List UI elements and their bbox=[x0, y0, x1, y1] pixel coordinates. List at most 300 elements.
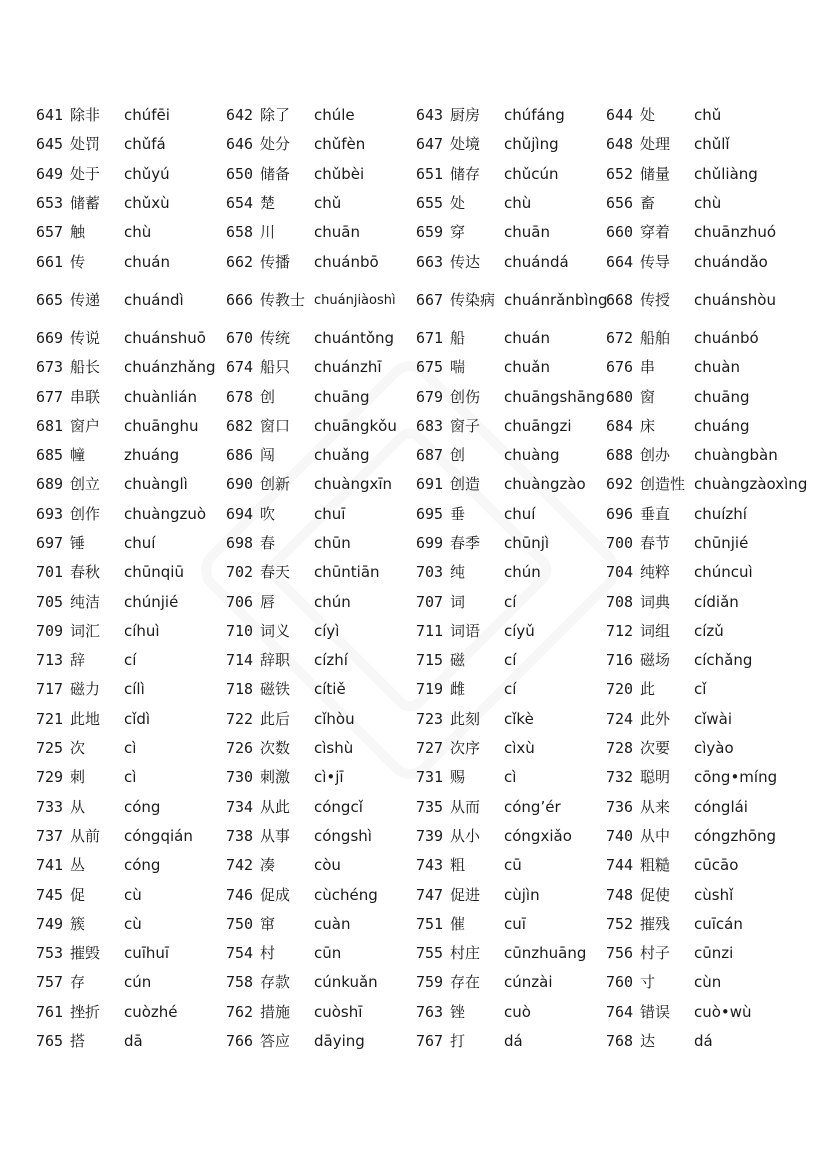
entry-pinyin: cíhuì bbox=[124, 621, 160, 640]
entry-number: 747 bbox=[416, 885, 444, 904]
entry-pinyin: cízǔ bbox=[694, 621, 724, 640]
entry-pinyin: chù bbox=[504, 194, 532, 213]
entry-pinyin: chǔ bbox=[314, 194, 342, 213]
entry-pinyin: chǔliàng bbox=[694, 164, 758, 183]
entry-number: 745 bbox=[36, 885, 64, 904]
entry-word: 次要 bbox=[640, 739, 671, 758]
entry-pinyin: chúfēi bbox=[124, 106, 170, 125]
entry-pinyin: chúle bbox=[314, 106, 355, 125]
entry-word: 创 bbox=[260, 387, 276, 406]
entry-pinyin: chuànlián bbox=[124, 387, 197, 406]
entry-word: 词典 bbox=[640, 592, 671, 611]
entry-word: 幢 bbox=[70, 446, 86, 465]
vocab-row bbox=[36, 277, 796, 324]
entry-word: 春节 bbox=[640, 534, 671, 552]
entry-pinyin: chuánjiàoshì bbox=[314, 292, 396, 308]
vocab-row bbox=[36, 763, 796, 792]
entry-number: 673 bbox=[36, 358, 64, 377]
entry-pinyin: chuàng bbox=[504, 446, 560, 465]
entry-number: 706 bbox=[226, 592, 254, 611]
entry-word: 船长 bbox=[70, 358, 101, 377]
entry-pinyin: cúnkuǎn bbox=[314, 973, 378, 992]
entry-word: 此后 bbox=[260, 709, 291, 728]
entry-pinyin: cílì bbox=[124, 680, 145, 699]
entry-pinyin: cuī bbox=[504, 914, 526, 933]
entry-number: 648 bbox=[606, 135, 634, 154]
entry-pinyin: chuándǎo bbox=[694, 252, 768, 271]
entry-word: 畜 bbox=[640, 194, 656, 213]
entry-word: 传导 bbox=[640, 252, 671, 271]
entry-word: 次 bbox=[70, 739, 86, 758]
entry-pinyin: cídiǎn bbox=[694, 592, 739, 611]
vocab-row bbox=[36, 218, 796, 247]
entry-word: 传 bbox=[70, 252, 86, 271]
entry-pinyin: cóngshì bbox=[314, 826, 372, 845]
entry-word: 搭 bbox=[70, 1032, 86, 1051]
entry-pinyin: cóngcǐ bbox=[314, 797, 363, 816]
entry-number: 739 bbox=[416, 826, 444, 845]
vocab-row bbox=[36, 822, 796, 851]
entry-number: 737 bbox=[36, 826, 64, 845]
entry-number: 698 bbox=[226, 534, 254, 552]
entry-pinyin: chuān bbox=[314, 223, 360, 242]
entry-word: 楚 bbox=[260, 194, 276, 213]
entry-number: 705 bbox=[36, 592, 64, 611]
entry-pinyin: chǔlǐ bbox=[694, 135, 730, 154]
entry-word: 从前 bbox=[70, 826, 101, 845]
entry-number: 654 bbox=[226, 194, 254, 213]
entry-number: 702 bbox=[226, 563, 254, 582]
entry-word: 传授 bbox=[640, 290, 671, 309]
entry-number: 742 bbox=[226, 856, 254, 875]
entry-word: 创 bbox=[450, 446, 466, 465]
entry-pinyin: chūn bbox=[314, 534, 351, 552]
entry-pinyin: dá bbox=[504, 1032, 523, 1051]
entry-pinyin: chúfáng bbox=[504, 106, 565, 125]
entry-pinyin: cìshù bbox=[314, 739, 354, 758]
entry-number: 681 bbox=[36, 416, 64, 435]
entry-word: 川 bbox=[260, 223, 276, 242]
entry-pinyin: chuántǒng bbox=[314, 328, 395, 347]
entry-pinyin: cóngxiǎo bbox=[504, 826, 572, 845]
entry-number: 729 bbox=[36, 768, 64, 787]
entry-word: 处理 bbox=[640, 135, 671, 154]
entry-number: 670 bbox=[226, 328, 254, 347]
entry-number: 686 bbox=[226, 446, 254, 465]
entry-number: 722 bbox=[226, 709, 254, 728]
vocab-row bbox=[36, 247, 796, 276]
entry-word: 词 bbox=[450, 592, 466, 611]
entry-number: 764 bbox=[606, 1002, 634, 1021]
entry-pinyin: chuán bbox=[124, 252, 170, 271]
entry-pinyin: cún bbox=[124, 973, 152, 992]
entry-number: 682 bbox=[226, 416, 254, 435]
entry-word: 此外 bbox=[640, 709, 671, 728]
entry-number: 766 bbox=[226, 1032, 254, 1051]
entry-pinyin: cuàn bbox=[314, 914, 351, 933]
entry-word: 除了 bbox=[260, 106, 291, 125]
entry-pinyin: chù bbox=[694, 194, 722, 213]
entry-word: 词组 bbox=[640, 621, 671, 640]
entry-pinyin: cízhí bbox=[314, 651, 348, 670]
entry-pinyin: cūcāo bbox=[694, 856, 739, 875]
entry-number: 718 bbox=[226, 680, 254, 699]
entry-pinyin: cuò•wù bbox=[694, 1002, 752, 1021]
vocab-row bbox=[36, 529, 796, 558]
entry-word: 床 bbox=[640, 416, 656, 435]
entry-word: 吹 bbox=[260, 504, 276, 523]
vocab-row bbox=[36, 160, 796, 189]
vocab-row bbox=[36, 587, 796, 616]
entry-word: 传教士 bbox=[260, 290, 306, 309]
entry-word: 处 bbox=[640, 106, 656, 125]
entry-number: 715 bbox=[416, 651, 444, 670]
vocab-row bbox=[36, 880, 796, 909]
entry-pinyin: chuánrǎnbìng bbox=[504, 290, 608, 309]
entry-number: 759 bbox=[416, 973, 444, 992]
entry-pinyin: cíyǔ bbox=[504, 621, 535, 640]
entry-pinyin: chūnqiū bbox=[124, 563, 184, 582]
entry-pinyin: chūnjì bbox=[504, 534, 550, 552]
entry-pinyin: chuǎn bbox=[504, 358, 550, 377]
vocab-row bbox=[36, 851, 796, 880]
vocab-row bbox=[36, 793, 796, 822]
entry-pinyin: chuí bbox=[124, 534, 156, 552]
entry-number: 660 bbox=[606, 223, 634, 242]
entry-pinyin: cìxù bbox=[504, 739, 535, 758]
entry-number: 646 bbox=[226, 135, 254, 154]
entry-number: 669 bbox=[36, 328, 64, 347]
entry-number: 653 bbox=[36, 194, 64, 213]
entry-pinyin: chuánzhī bbox=[314, 358, 382, 377]
entry-number: 663 bbox=[416, 252, 444, 271]
entry-pinyin: cùjìn bbox=[504, 885, 540, 904]
entry-number: 658 bbox=[226, 223, 254, 242]
entry-number: 760 bbox=[606, 973, 634, 992]
entry-pinyin: chuàngzuò bbox=[124, 504, 207, 523]
entry-number: 656 bbox=[606, 194, 634, 213]
entry-number: 695 bbox=[416, 504, 444, 523]
entry-number: 668 bbox=[606, 290, 634, 309]
entry-pinyin: cítiě bbox=[314, 680, 346, 699]
entry-word: 寸 bbox=[640, 973, 656, 992]
entry-pinyin: dāying bbox=[314, 1032, 365, 1051]
entry-pinyin: chuāng bbox=[694, 387, 750, 406]
entry-pinyin: cùshǐ bbox=[694, 885, 734, 904]
entry-word: 摧毁 bbox=[70, 944, 101, 963]
entry-word: 窗口 bbox=[260, 416, 291, 435]
entry-word: 串 bbox=[640, 358, 656, 377]
entry-pinyin: chuàngbàn bbox=[694, 446, 778, 465]
entry-word: 串联 bbox=[70, 387, 101, 406]
entry-number: 716 bbox=[606, 651, 634, 670]
entry-number: 734 bbox=[226, 797, 254, 816]
vocab-row bbox=[36, 998, 796, 1027]
entry-pinyin: chuàngzào bbox=[504, 475, 586, 494]
entry-number: 664 bbox=[606, 252, 634, 271]
entry-number: 767 bbox=[416, 1032, 444, 1051]
entry-pinyin: chuáng bbox=[694, 416, 750, 435]
entry-number: 703 bbox=[416, 563, 444, 582]
entry-word: 答应 bbox=[260, 1032, 291, 1051]
entry-number: 744 bbox=[606, 856, 634, 875]
entry-word: 窗户 bbox=[70, 416, 101, 435]
entry-number: 671 bbox=[416, 328, 444, 347]
entry-number: 676 bbox=[606, 358, 634, 377]
entry-number: 697 bbox=[36, 534, 64, 552]
entry-word: 锤 bbox=[70, 534, 86, 552]
vocab-row bbox=[36, 968, 796, 997]
vocab-row bbox=[36, 101, 796, 130]
entry-word: 创伤 bbox=[450, 387, 481, 406]
entry-word: 从小 bbox=[450, 826, 481, 845]
entry-pinyin: cuò bbox=[504, 1002, 531, 1021]
entry-number: 765 bbox=[36, 1032, 64, 1051]
entry-pinyin: dā bbox=[124, 1032, 143, 1051]
entry-pinyin: dá bbox=[694, 1032, 713, 1051]
entry-number: 743 bbox=[416, 856, 444, 875]
entry-pinyin: chuànglì bbox=[124, 475, 188, 494]
entry-pinyin: chuāng bbox=[314, 387, 370, 406]
entry-number: 741 bbox=[36, 856, 64, 875]
entry-pinyin: cū bbox=[504, 856, 522, 875]
entry-number: 683 bbox=[416, 416, 444, 435]
entry-pinyin: chǔfèn bbox=[314, 135, 366, 154]
entry-pinyin: chuánbō bbox=[314, 252, 379, 271]
entry-word: 喘 bbox=[450, 358, 466, 377]
entry-word: 船只 bbox=[260, 358, 291, 377]
entry-number: 732 bbox=[606, 768, 634, 787]
entry-word: 从中 bbox=[640, 826, 671, 845]
entry-pinyin: cì•jī bbox=[314, 768, 344, 787]
entry-pinyin: cuòshī bbox=[314, 1002, 363, 1021]
entry-pinyin: cóngqián bbox=[124, 826, 193, 845]
entry-pinyin: chuízhí bbox=[694, 504, 747, 523]
entry-number: 727 bbox=[416, 739, 444, 758]
entry-word: 传达 bbox=[450, 252, 481, 271]
entry-word: 传统 bbox=[260, 328, 291, 347]
entry-number: 750 bbox=[226, 914, 254, 933]
entry-number: 667 bbox=[416, 290, 444, 309]
entry-number: 724 bbox=[606, 709, 634, 728]
entry-number: 755 bbox=[416, 944, 444, 963]
entry-word: 促使 bbox=[640, 885, 671, 904]
entry-pinyin: cǐwài bbox=[694, 709, 733, 728]
entry-word: 从 bbox=[70, 797, 86, 816]
entry-word: 刺 bbox=[70, 768, 86, 787]
entry-pinyin: chǔbèi bbox=[314, 164, 365, 183]
entry-number: 643 bbox=[416, 106, 444, 125]
vocab-row bbox=[36, 382, 796, 411]
entry-word: 春天 bbox=[260, 563, 291, 582]
entry-word: 传说 bbox=[70, 328, 101, 347]
entry-number: 641 bbox=[36, 106, 64, 125]
entry-word: 闯 bbox=[260, 446, 276, 465]
vocab-row bbox=[36, 705, 796, 734]
entry-number: 672 bbox=[606, 328, 634, 347]
entry-pinyin: chǔxù bbox=[124, 194, 170, 213]
entry-number: 666 bbox=[226, 290, 254, 309]
entry-pinyin: chūntiān bbox=[314, 563, 380, 582]
entry-number: 700 bbox=[606, 534, 634, 552]
entry-number: 701 bbox=[36, 563, 64, 582]
entry-number: 707 bbox=[416, 592, 444, 611]
entry-number: 685 bbox=[36, 446, 64, 465]
entry-pinyin: cóngzhōng bbox=[694, 826, 777, 845]
entry-number: 719 bbox=[416, 680, 444, 699]
entry-number: 655 bbox=[416, 194, 444, 213]
entry-word: 刺激 bbox=[260, 768, 291, 787]
entry-word: 凑 bbox=[260, 856, 276, 875]
entry-number: 699 bbox=[416, 534, 444, 552]
entry-pinyin: cóng bbox=[124, 856, 161, 875]
entry-pinyin: cù bbox=[124, 885, 142, 904]
entry-pinyin: cù bbox=[124, 914, 142, 933]
entry-pinyin: chún bbox=[504, 563, 541, 582]
entry-pinyin: cíyì bbox=[314, 621, 340, 640]
entry-word: 窜 bbox=[260, 914, 276, 933]
entry-word: 创造性 bbox=[640, 475, 686, 494]
entry-word: 触 bbox=[70, 223, 86, 242]
entry-pinyin: cǐ bbox=[694, 680, 707, 699]
entry-number: 677 bbox=[36, 387, 64, 406]
vocab-row bbox=[36, 189, 796, 218]
entry-number: 678 bbox=[226, 387, 254, 406]
entry-word: 错误 bbox=[640, 1002, 671, 1021]
entry-word: 储备 bbox=[260, 164, 291, 183]
entry-word: 船舶 bbox=[640, 328, 671, 347]
entry-number: 709 bbox=[36, 621, 64, 640]
entry-pinyin: cí bbox=[504, 592, 517, 611]
entry-pinyin: chuánshòu bbox=[694, 290, 776, 309]
entry-number: 708 bbox=[606, 592, 634, 611]
entry-word: 促进 bbox=[450, 885, 481, 904]
entry-word: 从此 bbox=[260, 797, 291, 816]
entry-pinyin: chuǎng bbox=[314, 446, 370, 465]
vocab-row bbox=[36, 500, 796, 529]
entry-word: 从事 bbox=[260, 826, 291, 845]
entry-word: 处于 bbox=[70, 164, 101, 183]
entry-word: 创新 bbox=[260, 475, 291, 494]
entry-word: 创作 bbox=[70, 504, 101, 523]
entry-number: 662 bbox=[226, 252, 254, 271]
entry-word: 此刻 bbox=[450, 709, 481, 728]
entry-number: 680 bbox=[606, 387, 634, 406]
vocab-row bbox=[36, 617, 796, 646]
entry-word: 垂 bbox=[450, 504, 466, 523]
entry-pinyin: chǔyú bbox=[124, 164, 170, 183]
entry-pinyin: cǐkè bbox=[504, 709, 534, 728]
entry-number: 679 bbox=[416, 387, 444, 406]
vocab-row bbox=[36, 1027, 796, 1056]
entry-pinyin: chuàn bbox=[694, 358, 740, 377]
entry-word: 挫折 bbox=[70, 1002, 101, 1021]
entry-number: 652 bbox=[606, 164, 634, 183]
entry-word: 簇 bbox=[70, 914, 86, 933]
entry-number: 751 bbox=[416, 914, 444, 933]
entry-number: 651 bbox=[416, 164, 444, 183]
vocabulary-table bbox=[36, 101, 808, 1056]
entry-pinyin: cūn bbox=[314, 944, 342, 963]
vocab-row bbox=[36, 939, 796, 968]
entry-word: 创造 bbox=[450, 475, 481, 494]
entry-word: 传递 bbox=[70, 290, 101, 309]
entry-word: 词汇 bbox=[70, 621, 101, 640]
entry-word: 除非 bbox=[70, 106, 101, 125]
entry-word: 储存 bbox=[450, 164, 481, 183]
entry-word: 存 bbox=[70, 973, 86, 992]
entry-pinyin: chuánzhǎng bbox=[124, 358, 216, 377]
entry-pinyin: cí bbox=[124, 651, 137, 670]
entry-number: 650 bbox=[226, 164, 254, 183]
entry-pinyin: chuāngshāng bbox=[504, 387, 606, 406]
entry-word: 唇 bbox=[260, 592, 276, 611]
entry-number: 690 bbox=[226, 475, 254, 494]
entry-pinyin: cí bbox=[504, 680, 517, 699]
entry-word: 辞 bbox=[70, 651, 86, 670]
entry-number: 711 bbox=[416, 621, 444, 640]
entry-word: 穿着 bbox=[640, 223, 671, 242]
entry-word: 摧残 bbox=[640, 914, 671, 933]
entry-pinyin: chuándì bbox=[124, 290, 184, 309]
entry-word: 打 bbox=[450, 1032, 466, 1051]
entry-pinyin: chǔfá bbox=[124, 135, 166, 154]
entry-number: 644 bbox=[606, 106, 634, 125]
entry-word: 促成 bbox=[260, 885, 291, 904]
entry-number: 659 bbox=[416, 223, 444, 242]
entry-word: 词义 bbox=[260, 621, 291, 640]
entry-pinyin: cónglái bbox=[694, 797, 748, 816]
entry-number: 762 bbox=[226, 1002, 254, 1021]
entry-pinyin: cǐhòu bbox=[314, 709, 355, 728]
entry-word: 存在 bbox=[450, 973, 481, 992]
entry-word: 纯洁 bbox=[70, 592, 101, 611]
entry-pinyin: chuàngzàoxìng bbox=[694, 475, 808, 494]
entry-word: 创立 bbox=[70, 475, 101, 494]
entry-pinyin: cùchéng bbox=[314, 885, 378, 904]
entry-number: 674 bbox=[226, 358, 254, 377]
entry-number: 642 bbox=[226, 106, 254, 125]
entry-pinyin: cì bbox=[124, 739, 137, 758]
entry-word: 储蓄 bbox=[70, 194, 101, 213]
entry-number: 746 bbox=[226, 885, 254, 904]
entry-word: 赐 bbox=[450, 768, 466, 787]
entry-number: 738 bbox=[226, 826, 254, 845]
entry-word: 从而 bbox=[450, 797, 481, 816]
entry-word: 此 bbox=[640, 680, 656, 699]
entry-pinyin: cì bbox=[124, 768, 137, 787]
entry-number: 730 bbox=[226, 768, 254, 787]
entry-pinyin: cuòzhé bbox=[124, 1002, 178, 1021]
entry-number: 735 bbox=[416, 797, 444, 816]
entry-number: 723 bbox=[416, 709, 444, 728]
vocab-row bbox=[36, 353, 796, 382]
entry-word: 次数 bbox=[260, 739, 291, 758]
entry-word: 粗 bbox=[450, 856, 466, 875]
entry-pinyin: cuīhuī bbox=[124, 944, 170, 963]
entry-pinyin: chuàngxīn bbox=[314, 475, 393, 494]
entry-word: 处境 bbox=[450, 135, 481, 154]
entry-number: 689 bbox=[36, 475, 64, 494]
entry-word: 处 bbox=[450, 194, 466, 213]
entry-word: 措施 bbox=[260, 1002, 291, 1021]
vocabulary-body bbox=[36, 101, 808, 1056]
entry-word: 春季 bbox=[450, 534, 481, 552]
entry-pinyin: chuánbó bbox=[694, 328, 759, 347]
entry-word: 窗 bbox=[640, 387, 656, 406]
entry-number: 731 bbox=[416, 768, 444, 787]
entry-pinyin: cóng bbox=[124, 797, 161, 816]
